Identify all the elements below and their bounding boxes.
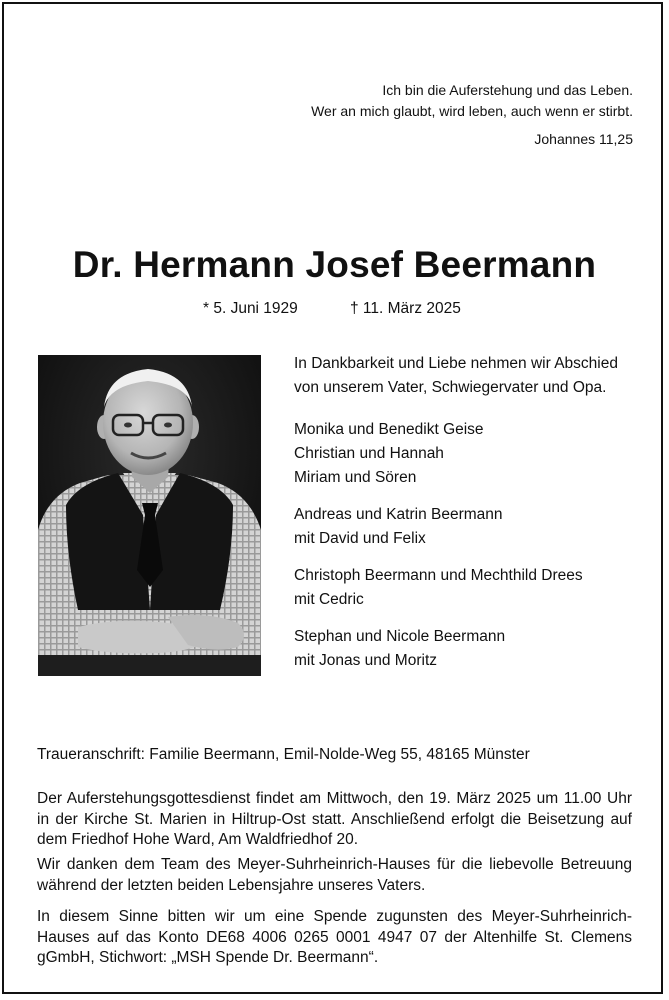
paragraph-line: Wir danken dem Team des Meyer-Suhrheinrich-Hauses für die liebevolle Betreuung	[37, 856, 632, 873]
paragraph-line: dem Friedhof Hohe Ward, Am Waldfriedhof 20.	[37, 831, 359, 848]
mourner-line: Christian und Hannah	[294, 445, 444, 462]
farewell-text	[294, 352, 618, 686]
verse-source: Johannes 11,25	[534, 131, 633, 147]
mourner-line: Christoph Beermann und Mechthild Drees	[294, 567, 583, 584]
paragraph-line: Hauses auf das Konto DE68 4006 0265 0001 4947 07 der Altenhilfe St. Clemens	[37, 928, 632, 946]
death-date: † 11. März 2025	[350, 300, 461, 317]
paragraph-line: In diesem Sinne bitten wir um eine Spende zugunsten des Meyer-Suhrheinrich-	[37, 908, 632, 925]
paragraph-line: in der Kirche St. Marien in Hiltrup-Ost statt. Anschließend erfolgt die Beisetzung auf	[37, 810, 632, 828]
mourner-line: mit Cedric	[294, 591, 364, 608]
mourner-line: Andreas und Katrin Beermann	[294, 506, 503, 523]
portrait-photo	[38, 355, 261, 676]
mourner-group	[294, 564, 618, 612]
mourner-line: Monika und Benedikt Geise	[294, 421, 484, 438]
farewell-intro	[294, 352, 618, 400]
verse-line: Wer an mich glaubt, wird leben, auch wenn er stirbt.	[311, 103, 633, 119]
intro-line: In Dankbarkeit und Liebe nehmen wir Abschied	[294, 355, 618, 372]
service-paragraph	[37, 789, 632, 851]
paragraph-line: gGmbH, Stichwort: „MSH Spende Dr. Beermann“.	[37, 949, 379, 966]
mourner-group	[294, 503, 618, 551]
mourner-group	[294, 418, 618, 490]
paragraph-line: Der Auferstehungsgottesdienst findet am Mittwoch, den 19. März 2025 um 11.00 Uhr	[37, 790, 632, 807]
thanks-paragraph	[37, 855, 632, 896]
mourner-line: Stephan und Nicole Beermann	[294, 628, 506, 645]
donation-paragraph	[37, 907, 632, 969]
bible-verse	[311, 80, 633, 122]
mourner-group	[294, 625, 618, 673]
paragraph-line: während der letzten beiden Lebensjahre unseres Vaters.	[37, 876, 426, 894]
mourner-line: mit Jonas und Moritz	[294, 652, 437, 669]
birth-date: * 5. Juni 1929	[203, 300, 298, 317]
verse-line: Ich bin die Auferstehung und das Leben.	[382, 82, 633, 98]
mourner-line: mit David und Felix	[294, 530, 426, 547]
mourner-line: Miriam und Sören	[294, 469, 417, 486]
mourning-address: Traueranschrift: Familie Beermann, Emil-Nolde-Weg 55, 48165 Münster	[37, 746, 530, 763]
intro-line: von unserem Vater, Schwiegervater und Opa.	[294, 379, 607, 396]
deceased-name: Dr. Hermann Josef Beermann	[72, 244, 597, 285]
